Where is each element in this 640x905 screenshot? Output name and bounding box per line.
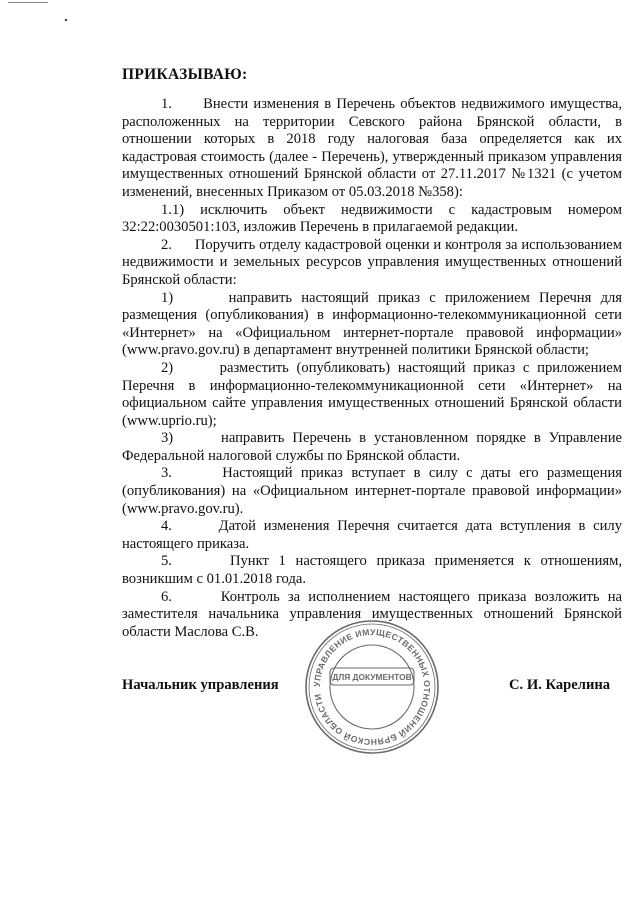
signature-name: С. И. Карелина: [509, 677, 611, 693]
order-heading: ПРИКАЗЫВАЮ:: [122, 66, 248, 83]
paragraph-2: 2. Поручить отделу кадастровой оценки и контроля за использованием недвижимости и земельных ресурсов управления имущественных отношений Брянской области:: [122, 236, 622, 288]
scan-artifact-dot: [65, 19, 67, 21]
scan-artifact-line: [8, 2, 48, 3]
paragraph-4: 4. Датой изменения Перечня считается дата вступления в силу настоящего приказа.: [122, 518, 622, 552]
subparagraph-2-1: 1) направить настоящий приказ с приложением Перечня для размещения (опубликования) в информационно-телекоммуникационной сети «Интернет» на «Официальном интернет-портале правовой информации» (www.pravo.gov.ru) в департамент внутренней политики Брянской области;: [122, 289, 622, 359]
subparagraph-2-3: 3) направить Перечень в установленном порядке в Управление Федеральной налоговой службы по Брянской области.: [122, 430, 622, 464]
stamp-outer-text: УПРАВЛЕНИЕ ИМУЩЕСТВЕННЫХ ОТНОШЕНИЙ БРЯНСКОЙ ОБЛАСТИ: [311, 626, 433, 748]
order-body: [122, 96, 622, 641]
official-seal-stamp: [302, 617, 442, 757]
stamp-inner-text: ДЛЯ ДОКУМЕНТОВ: [332, 672, 412, 682]
paragraph-3: 3. Настоящий приказ вступает в силу с даты его размещения (опубликования) на «Официальном интернет-портале правовой информации» (www.pravo.gov.ru).: [122, 465, 622, 517]
signature-position: Начальник управления: [122, 677, 279, 693]
paragraph-1-1: 1.1) исключить объект недвижимости с кадастровым номером 32:22:0030501:103, изложив Перечень в прилагаемой редакции.: [122, 201, 622, 236]
paragraph-6: 6. Контроль за исполнением настоящего приказа возложить на заместителя начальника управления имущественных отношений Брянской области Маслова С.В.: [122, 588, 622, 640]
paragraph-5: 5. Пункт 1 настоящего приказа применяется к отношениям, возникшим с 01.01.2018 года.: [122, 553, 622, 588]
subparagraph-2-2: 2) разместить (опубликовать) настоящий приказ с приложением Перечня в информационно-телекоммуникационной сети «Интернет» на официальном сайте управления имущественных отношений Брянской области (www.uprio.ru);: [122, 359, 622, 429]
paragraph-1: 1. Внести изменения в Перечень объектов недвижимого имущества, расположенных на территории Севского района Брянской области, в отношении которых в 2018 году налоговая база определяется как их кадастровая стоимость (далее - Перечень), утвержденный приказом управления имущественных отношений Брянской области от 27.11.2017 №1321 (с учетом изменений, внесенных Приказом от 05.03.2018 №358):: [122, 96, 622, 200]
